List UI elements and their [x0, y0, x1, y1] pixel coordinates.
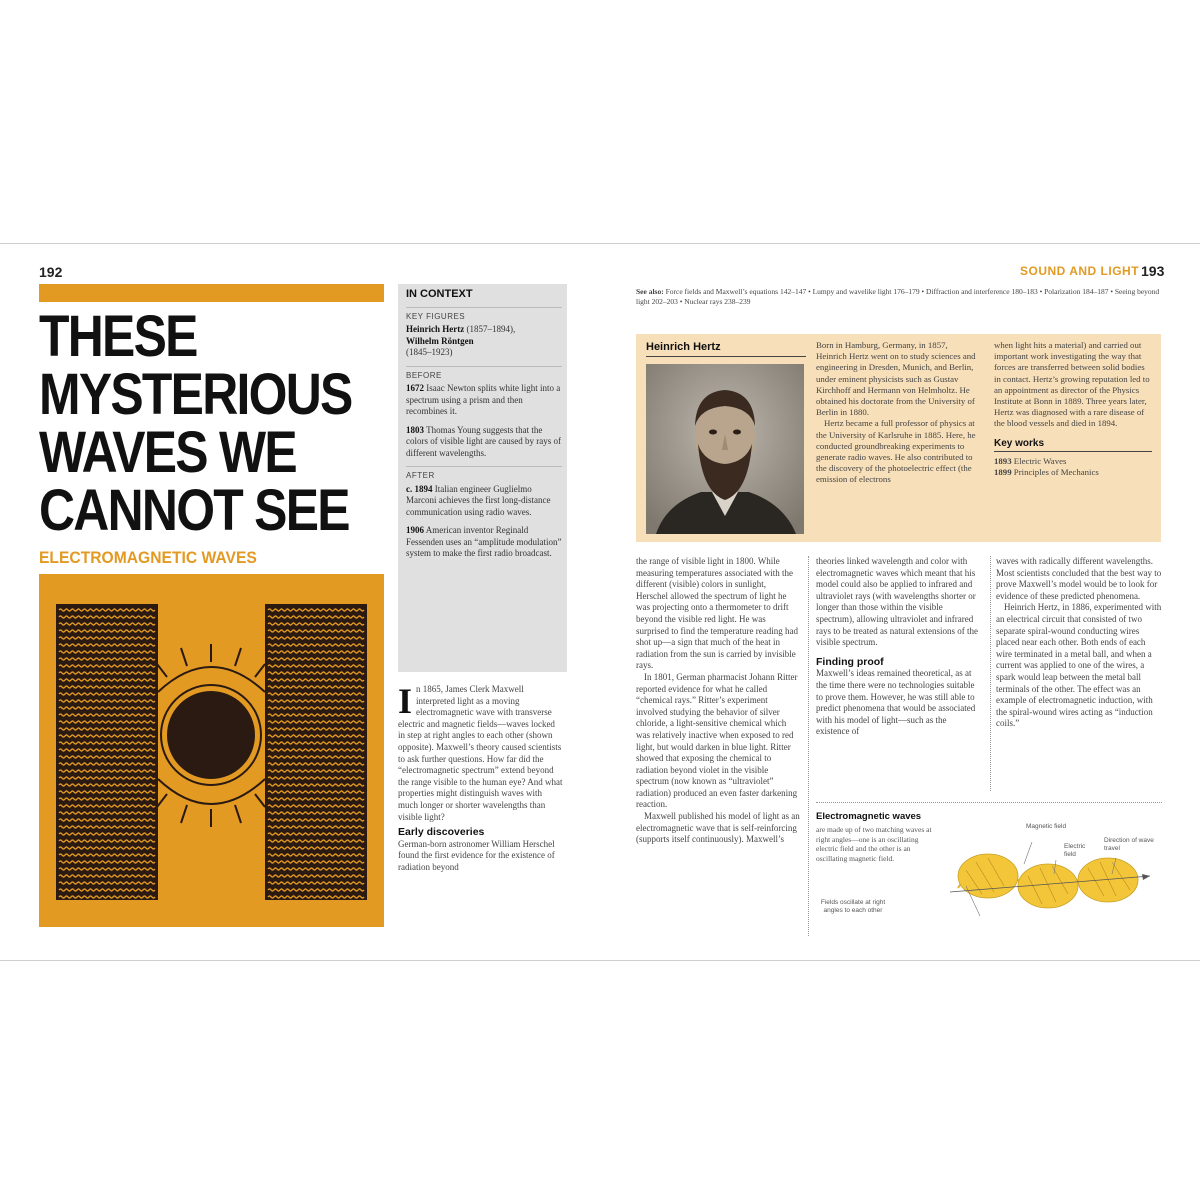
- bio-name: Heinrich Hertz: [646, 341, 806, 357]
- title-line-4: CANNOT SEE: [39, 478, 349, 543]
- right-column-2: theories linked wavelength and color with electromagnetic waves which meant that his model could also be applied to infrared and ultraviolet rays (with wavelengths shorter or longer than those within the visible spectrum), allowing ultraviolet and infrared rays to be treated as natural extensions of the visible spectrum. Finding proof Maxwell’s ideas remained theoretical, as at the time there were no technologies suitable to prove them. However, he was still able to predict phenomena that would be associated with his model of light—such as the existence of: [816, 556, 982, 738]
- section-name: SOUND AND LIGHT: [1020, 264, 1140, 278]
- key-work-1: 1893 Electric Waves: [994, 455, 1067, 466]
- in-context-box: [398, 284, 567, 672]
- hertz-portrait: [646, 364, 804, 534]
- see-also-text: Force fields and Maxwell’s equations 142–147 • Lumpy and wavelike light 176–179 • Diffraction and interference 180–183 • Polarization 184–187 • Seeing beyond light 202–203 • Nuclear rays 238–239: [636, 287, 1160, 306]
- title-line-3: WAVES WE: [39, 420, 296, 485]
- key-figures: Heinrich Hertz (1857–1894), Wilhelm Röntgen (1845–1923): [406, 324, 516, 357]
- biography-box: [636, 334, 1161, 542]
- finding-proof-text: Maxwell’s ideas remained theoretical, as at the time there were no technologies suitable to prove them. However, he was still able to predict phenomena that would be associated with his model of light—such as the existence of: [816, 668, 976, 737]
- after-item-1: c. 1894 Italian engineer Guglielmo Marconi achieves the first long-distance communication using radio waves.: [406, 483, 551, 517]
- before-item-1: 1672 Isaac Newton splits white light into a spectrum using a prism and then recombines it.: [406, 383, 561, 416]
- title-line-1: THESE: [39, 304, 197, 369]
- left-page-number: 192: [39, 264, 63, 280]
- after-item-2: 1906 American inventor Reginald Fessenden uses an “amplitude modulation” system to make the first radio broadcast.: [406, 525, 562, 558]
- early-discoveries-text: German-born astronomer William Herschel found the first evidence for the existence of radiation beyond: [398, 838, 555, 872]
- page-subtitle: ELECTROMAGNETIC WAVES: [39, 548, 257, 567]
- after-label: AFTER: [406, 466, 562, 482]
- see-also-label: See also:: [636, 287, 664, 296]
- label-wave-direction: Direction of wave travel: [1104, 837, 1154, 852]
- see-also: [636, 287, 1161, 307]
- diagram-caption: are made up of two matching waves at right angles—one is an oscillating electric field and the other is an oscillating magnetic field.: [816, 825, 932, 863]
- key-works-heading: Key works: [994, 438, 1152, 452]
- diagram-heading: Electromagnetic waves: [816, 811, 922, 822]
- label-fields-right-angles: Fields oscillate at right angles to each other: [820, 899, 886, 914]
- right-column-1: the range of visible light in 1800. While measuring temperatures associated with the different (visible) colors in sunlight, Herschel allowed the spectrum of light he was projecting onto a thermometer to drift beyond the visible red light. He was surprised to find the temperature reading had shot up—a sign that much of the heat in radiation from the sun is carried by invisible rays. In 1801, German pharmacist Johann Ritter reported evidence for what he called “chemical rays.” Ritter’s experiment involved studying the behavior of silver chloride, a light-sensitive chemical which was relatively inactive when exposed to red light, but would darken in blue light. Ritter showed that exposing the chemical to radiation beyond violet in the visible spectrum (now known as “ultraviolet” radiation) produced an even faster darkening reaction. Maxwell published his model of light as an electromagnetic wave that is self-reinforcing (supports itself continuously). Maxwell’s: [636, 556, 800, 845]
- book-spread: [0, 243, 1200, 961]
- right-page-number: 193: [1141, 263, 1165, 279]
- eye-illustration: [39, 574, 384, 927]
- column-divider-1: [808, 556, 809, 936]
- column-divider-2: [990, 556, 991, 791]
- finding-proof-heading: Finding proof: [816, 655, 884, 668]
- label-magnetic-field: Magnetic field: [1026, 823, 1067, 830]
- key-figures-label: KEY FIGURES: [406, 307, 562, 323]
- right-column-3: waves with radically different wavelengths. Most scientists concluded that the best way to prove Maxwell’s model would be to look for evidence of these predicted phenomena. Heinrich Hertz, in 1886, experimented with an electrical circuit that consisted of two separate spiral-wound conducting wires placed near each other. Both ends of each wire terminated in a metal ball, and when a current was applied to one of the wires, a spark would leap between the metal ball terminals of the other. The effect was an example of electromagnetic induction, with the spiral-wound wires acting as “induction coils.”: [996, 556, 1162, 729]
- before-label: BEFORE: [406, 366, 562, 382]
- before-item-2: 1803 Thomas Young suggests that the colors of visible light are caused by rays of different wavelengths.: [406, 424, 561, 458]
- in-context-heading: IN CONTEXT: [406, 288, 473, 300]
- bio-column-2: when light hits a material) and carried out important work investigating the way that forces are transferred between solid bodies in contact. Hertz’s growing reputation led to an appointment as director of the Physics Institute at Bonn in 1889. Three years later, Hertz was diagnosed with a rare disease of the blood vessels and died in 1894. Key works 1893 Electric Waves 1899 Principles of Mechanics: [994, 340, 1152, 478]
- label-electric-field: Electric field: [1064, 843, 1086, 858]
- page-title: [39, 304, 384, 543]
- title-line-2: MYSTERIOUS: [39, 362, 352, 427]
- intro-paragraph: n 1865, James Clerk Maxwell interpreted light as a moving electromagnetic wave with transverse electric and magnetic fields—waves locked in step at right angles to each other (shown opposite). Maxwell’s theory caused scientists to ask further questions. How far did the “electromagnetic spectrum” extend beyond the range visible to the human eye? And what properties might distinguish waves with much longer or shorter wavelengths than visible light?: [398, 684, 563, 822]
- early-discoveries-heading: Early discoveries: [398, 826, 485, 839]
- intro-column: [398, 681, 564, 874]
- drop-cap: I: [398, 681, 413, 721]
- key-work-2: 1899 Principles of Mechanics: [994, 467, 1099, 478]
- bio-column-1: Born in Hamburg, Germany, in 1857, Heinrich Hertz went on to study sciences and engineering in Dresden, Munich, and Berlin, under eminent physicists such as Gustav Kirchhoff and Hermann von Helmholtz. He obtained his doctorate from the University of Berlin in 1880. Hertz became a full professor of physics at the University of Karlsruhe in 1885. Here, he conducted groundbreaking experiments to generate radio waves. He also contributed to the discovery of the photoelectric effect (the emission of electrons: [816, 340, 976, 485]
- title-rule-bar: [39, 284, 384, 302]
- em-wave-diagram: [816, 802, 1162, 933]
